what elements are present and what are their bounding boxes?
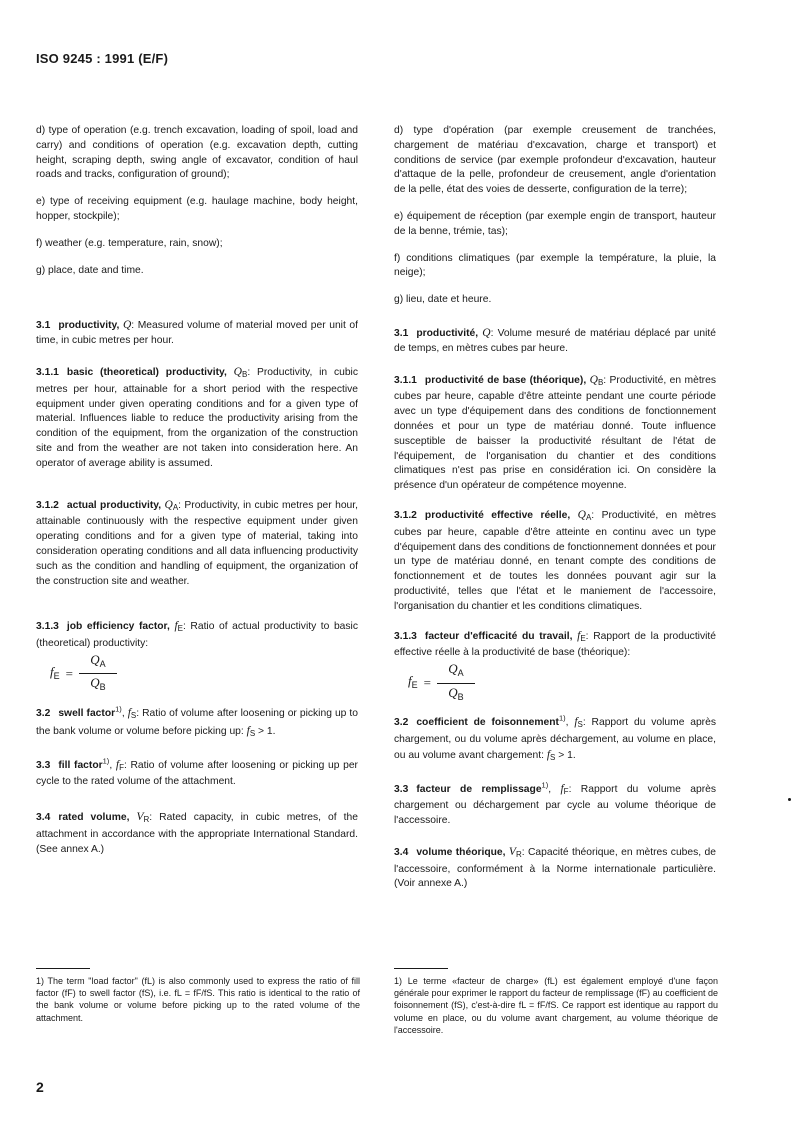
fraction: $\frac{Q_A}{Q_B}$ (79, 653, 117, 696)
fraction: $\frac{Q_A}{Q_B}$ (437, 662, 475, 705)
symbol: V (136, 811, 144, 824)
list-item-f: f) conditions climatiques (par exemple la température, la pluie, la neige); (394, 252, 716, 279)
list-item-d: d) type d'opération (par exemple creusement de tranchées, chargement de matériau d'excavation, charge et transport) et conditions de service (par exemple profondeur d'excavation, hauteur d'attaque de la pelle, profondeur de creusement, angle d'orientation de la pelle, état des voies de desserte, configuration de la terre); (394, 125, 716, 196)
definition-text: : Ratio of actual productivity to basic (theoretical) productivity: (36, 621, 358, 650)
definition-text: : Productivity, in cubic metres per hour, attainable for a short period with the respective equipment under given operating conditions and for a given type of material. Influences liable to reduce the productivity arising from the condition of the equipment, from the organization of the construction site and from the weather are not taken into consideration here. An operator of average ability is assumed. (36, 366, 358, 469)
definition-text: : Volume mesuré de matériau déplacé par unité de temps, en mètres cubes par heure. (394, 327, 716, 354)
term: job efficiency factor, (66, 621, 170, 633)
list-item-g: g) lieu, date et heure. (394, 294, 492, 306)
definition-3-3: 3.3 fill factor$^{1)}$, $f_F$: Ratio of volume after loosening or picking up per cycle to the rated volume of the attachment. (36, 756, 358, 788)
list-item-e: e) équipement de réception (par exemple engin de transport, hauteur de la benne, trémie, tas); (394, 210, 716, 237)
term: swell factor (58, 707, 116, 719)
term: facteur d'efficacité du travail, (424, 630, 573, 642)
symbol: f (577, 629, 581, 642)
english-column (36, 124, 358, 858)
page-number: 2 (36, 1079, 44, 1095)
definition-text: : Ratio of volume after loosening or picking up per cycle to the rated volume of the attachment. (36, 759, 358, 788)
symbol: Q (482, 326, 491, 339)
footnote-rule (36, 968, 90, 969)
symbol: Q (577, 508, 586, 521)
definition-3-2: 3.2 coefficient de foisonnement$^{1)}$, $f_S$: Rapport du volume après chargement, ou du volume après déchargement, au volume en place, ou au volume avant chargement: $f_S > 1$. (394, 713, 716, 762)
term: volume théorique, (416, 846, 506, 858)
term: productivité de base (théorique), (424, 374, 587, 386)
definition-3-1-1: 3.1.1 productivité de base (théorique), $Q_B$: Productivité, en mètres cubes par heure, capable d'être atteinte pendant une courte période avec un type d'équipement dans des conditions de fonctionnement données et pour un type de matériau donné. Toute influence susceptible de baisser la productivité résultant de l'état de l'équipement, de l'organisation du chantier et des conditions climatiques n'est pas prise en considération ici. On considère la présence d'un opérateur de compétence moyenne. (394, 373, 716, 492)
definition-text: : Rapport de la productivité effective réelle à la productivité de base (théorique): (394, 630, 716, 659)
definition-text: : Productivity, in cubic metres per hour, attainable continuously with the respective equipment under given operating conditions and for a given type of material, taking into consideration operating conditions and all data influencing productivity such as the condition and handling of equipment, the organization of the construction site and weather. (36, 499, 358, 587)
definition-text: : Measured volume of material moved per unit of time, in cubic metres per hour. (36, 320, 358, 347)
definition-3-1-3: 3.1.3 job efficiency factor, $f_E$: Ratio of actual productivity to basic (theoretical) productivity: (36, 620, 358, 650)
symbol: f (174, 620, 178, 633)
footnote-french: 1) Le terme «facteur de charge» (fL) est également employé d'une façon générale pour exprimer le rapport du facteur de remplissage (fF) au coefficient de foisonnement (fS), c'est-à-dire fL = fF/fS. Ce rapport est identique au rapport du volume en place, ou du volume avant chargement, au volume théorique de l'accessoire. (394, 976, 719, 1035)
definition-3-1: 3.1 productivité, Q: Volume mesuré de matériau déplacé par unité de temps, en mètres cubes par heure. (394, 326, 716, 354)
definition-3-3: 3.3 facteur de remplissage$^{1)}$, $f_F$: Rapport du volume après chargement ou déchargement par cycle au volume théorique de l'accessoire. (394, 780, 716, 827)
definition-text: : Ratio of volume after loosening or picking up to the bank volume or volume before picking up: (36, 707, 358, 737)
term: basic (theoretical) productivity, (66, 366, 227, 378)
symbol: f (127, 706, 131, 719)
list-item-f: f) weather (e.g. temperature, rain, snow); (36, 237, 223, 249)
term: fill factor (58, 759, 103, 771)
definition-text: : Rated capacity, in cubic metres, of the attachment in accordance with the appropriate International Standard. (See annex A.) (36, 812, 358, 855)
symbol: f (115, 758, 120, 771)
definition-3-2: 3.2 swell factor$^{1)}$, $f_S$: Ratio of volume after loosening or picking up to the bank volume or volume before picking up: $f_S > 1$. (36, 704, 358, 738)
term: actual productivity, (66, 499, 162, 511)
symbol: Q (589, 373, 598, 386)
term: rated volume, (58, 812, 130, 824)
list-item-g: g) place, date and time. (36, 264, 144, 276)
definition-3-1: 3.1 productivity, Q: Measured volume of material moved per unit of time, in cubic metres per hour. (36, 319, 358, 347)
footnote-ref: 1) (102, 756, 110, 766)
formula-job-efficiency: $f_E$ = $\frac{Q_A}{Q_B}$ (408, 661, 716, 705)
symbol: Q (233, 365, 242, 378)
symbol: Q (122, 319, 132, 332)
term: facteur de remplissage (416, 783, 542, 795)
footnote-ref: 1) (541, 780, 549, 790)
symbol: V (508, 845, 516, 858)
definition-text: : Capacité théorique, en mètres cubes, de l'accessoire, conformément à la Norme internationale particulière. (Voir annexe A.) (394, 846, 716, 890)
footnote-ref: 1) (115, 704, 122, 714)
definition-text: : Rapport du volume après chargement, ou du volume après déchargement, au volume en place, ou au volume avant chargement: (394, 717, 716, 761)
definition-3-4: 3.4 volume théorique, $V_R$: Capacité théorique, en mètres cubes, de l'accessoire, conformément à la Norme internationale particulière. (Voir annexe A.) (394, 845, 716, 890)
definition-3-4: 3.4 rated volume, $V_R$: Rated capacity, in cubic metres, of the attachment in accordance with the appropriate International Standard. (See annex A.) (36, 811, 358, 855)
definition-text: : Rapport du volume après chargement ou déchargement par cycle au volume théorique de l'accessoire. (394, 783, 716, 827)
definition-3-1-3: 3.1.3 facteur d'efficacité du travail, $f_E$: Rapport de la productivité effective réelle à la productivité de base (théorique): (394, 629, 716, 659)
footnote-english: 1) The term "load factor" (fL) is also commonly used to express the ratio of fill factor (fF) to swell factor (fS), i.e. fL = fF/fS. This ratio is identical to the ratio of the bank volume or volume before picking up to the rated volume of the attachment. (36, 976, 360, 1023)
definition-3-1-1: 3.1.1 basic (theoretical) productivity, $Q_B$: Productivity, in cubic metres per hour, attainable for a short period with the respective equipment under given operating conditions and for a given type of material. Influences liable to reduce the productivity arising from the condition of the equipment, from the organization of the construction site and from the weather are not taken into consideration here. An operator of average ability is assumed. (36, 365, 358, 469)
list-item-d: d) type of operation (e.g. trench excavation, loading of spoil, load and carry) and conditions of operation (e.g. excavation depth, cutting height, scraping depth, swing angle of excavator, condition of haul roads and tracks, configuration of ground); (36, 125, 358, 181)
definition-text: : Productivité, en mètres cubes par heure, capable d'être atteinte pendant une courte période avec un type d'équipement dans des conditions de fonctionnement données et pour un type de matériau donné. Toute influence susceptible de baisser la productivité résultant de l'état de l'équipement, de l'organisation du chantier et des conditions climatiques n'est pas prise en considération ici. On considère la présence d'un opérateur de compétence moyenne. (394, 374, 716, 492)
definition-3-1-2: 3.1.2 actual productivity, $Q_A$: Productivity, in cubic metres per hour, attainable continuously with the respective equipment under given operating conditions and for a given type of material, taking into consideration operating conditions and all data influencing productivity such as the condition and handling of equipment, the organization of the construction site and weather. (36, 498, 358, 587)
definition-text: : Productivité, en mètres cubes par heure, capable d'être atteinte en continu avec un type d'équipement dans des conditions de fonctionnement données et pour un type de matériau donné, en tenant compte des conditions de fonctionnement et de toutes les données pouvant agir sur la productivité, telles que l'état et le maniement de l'accessoire, l'organisation du chantier et les conditions climatiques. (394, 509, 716, 612)
formula-job-efficiency: $f_E$ = $\frac{Q_A}{Q_B}$ (50, 652, 358, 696)
term: coefficient de foisonnement (416, 717, 559, 729)
symbol: f (560, 782, 564, 795)
scan-speck (788, 798, 791, 801)
term: productivity, (58, 320, 120, 332)
term: productivité, (416, 327, 479, 339)
french-column (394, 124, 716, 892)
symbol: f (574, 716, 578, 729)
footnote-rule (394, 968, 448, 969)
document-header: ISO 9245 : 1991 (E/F) (36, 51, 169, 66)
symbol: Q (164, 498, 173, 511)
term: productivité effective réelle, (424, 509, 571, 521)
list-item-e: e) type of receiving equipment (e.g. haulage machine, body height, hopper, stockpile); (36, 196, 358, 222)
footnote-ref: 1) (558, 713, 566, 723)
definition-3-1-2: 3.1.2 productivité effective réelle, $Q_A$: Productivité, en mètres cubes par heure, capable d'être atteinte en continu avec un type d'équipement dans des conditions de fonctionnement données et pour un type de matériau donné, en tenant compte des conditions de fonctionnement et de toutes les données pouvant agir sur la productivité, telles que l'état et le maniement de l'accessoire, l'organisation du chantier et les conditions climatiques. (394, 508, 716, 612)
